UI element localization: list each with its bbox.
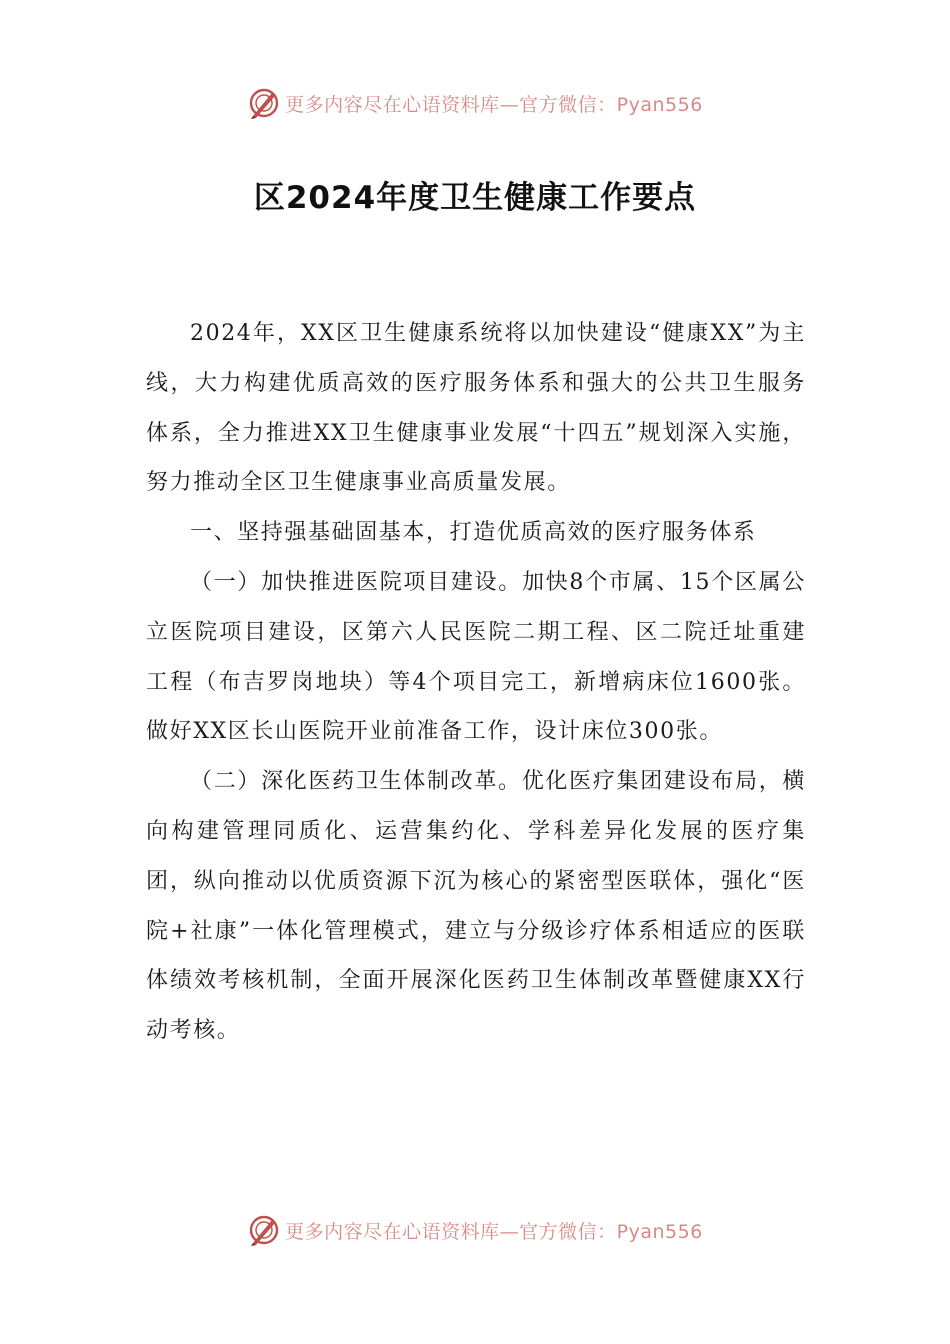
footer-watermark-banner [0, 1210, 950, 1250]
subsection-paragraph-1: （一）加快推进医院项目建设。加快8个市属、15个区属公立医院项目建设，区第六人民医院二期工程、区二院迁址重建工程（布吉罗岗地块）等4个项目完工，新增病床位1600张。做好XX区长山医院开业前准备工作，设计床位300张。 [146, 569, 806, 745]
wechat-id: Pyan556 [616, 1220, 703, 1243]
header-watermark-banner [0, 83, 950, 123]
watermark-label: 更多内容尽在心语资料库—官方微信： [285, 93, 617, 116]
document-title: 区2024年度卫生健康工作要点 [253, 180, 697, 216]
pen-circle-logo-icon [247, 1213, 281, 1247]
subsection-paragraph-2: （二）深化医药卫生体制改革。优化医疗集团建设布局，横向构建管理同质化、运营集约化、学科差异化发展的医疗集团，纵向推动以优质资源下沉为核心的紧密型医联体，强化“医院+社康”一体化管理模式，建立与分级诊疗体系相适应的医联体绩效考核机制，全面开展深化医药卫生体制改革暨健康XX行动考核。 [146, 769, 806, 1044]
watermark-text [285, 1217, 703, 1244]
document-body [146, 309, 806, 1056]
wechat-id: Pyan556 [616, 93, 703, 116]
intro-paragraph: 2024年，XX区卫生健康系统将以加快建设“健康XX”为主线，大力构建优质高效的医疗服务体系和强大的公共卫生服务体系，全力推进XX卫生健康事业发展“十四五”规划深入实施，努力推动全区卫生健康事业高质量发展。 [146, 321, 806, 496]
pen-circle-logo-icon [247, 86, 281, 120]
watermark-text [285, 90, 703, 117]
watermark-label: 更多内容尽在心语资料库—官方微信： [285, 1220, 617, 1243]
section-heading-1: 一、坚持强基础固基本，打造优质高效的医疗服务体系 [190, 520, 757, 546]
